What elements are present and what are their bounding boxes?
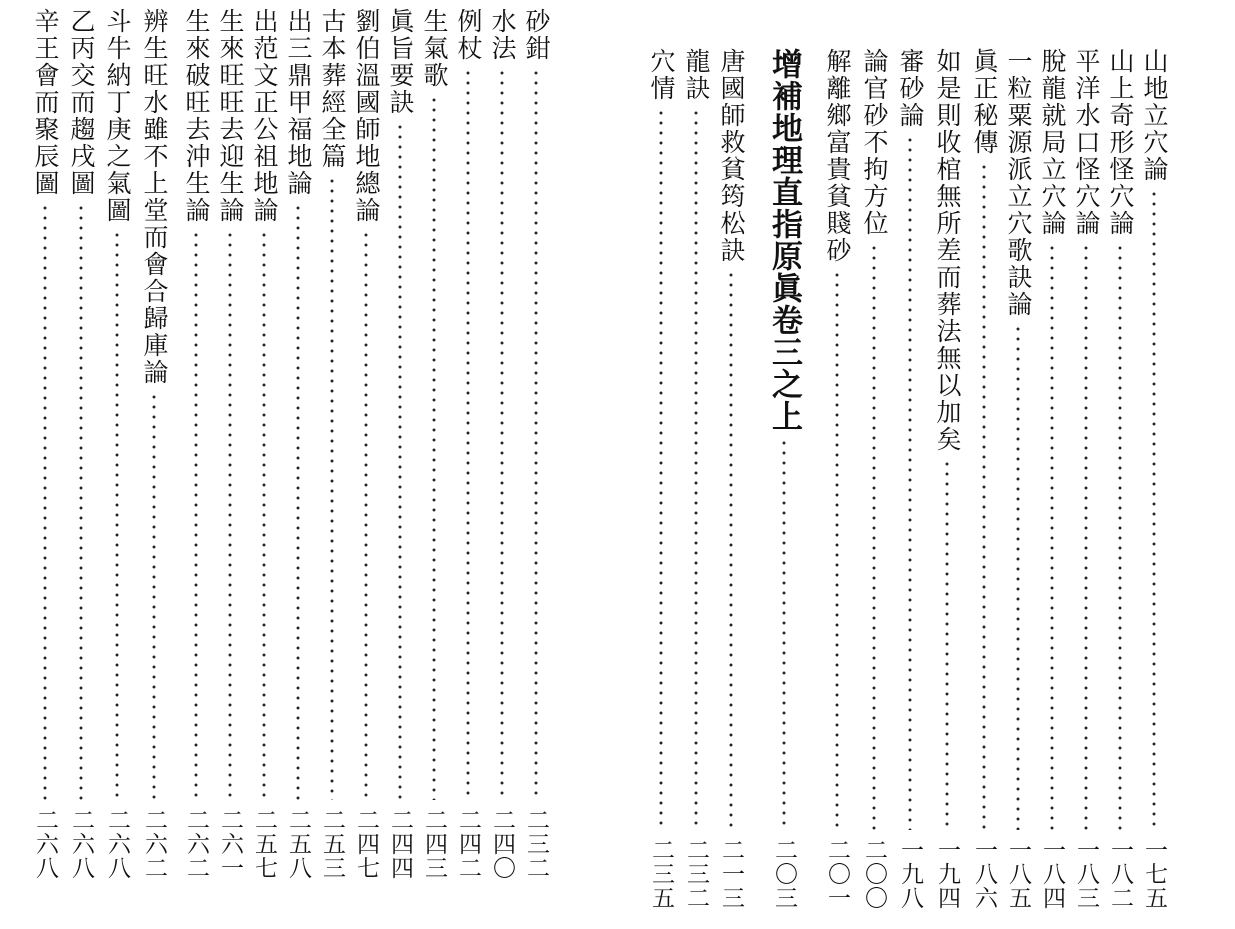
entry-title: 穴情: [647, 48, 676, 102]
dot-leader: [908, 135, 912, 830]
toc-entry: [1103, 48, 1137, 910]
dot-leader: [1016, 324, 1020, 830]
entry-title: 唐國師救貧筠松訣: [717, 48, 746, 264]
left-page: [0, 0, 600, 929]
right-page: [610, 0, 1235, 929]
dot-leader: [432, 95, 436, 800]
entry-page-number: 一八六: [971, 838, 997, 910]
entry-page-number: 二三五: [648, 838, 674, 910]
dot-leader: [729, 270, 733, 830]
dot-leader: [782, 438, 786, 830]
entry-page-number: 二五八: [285, 808, 311, 880]
volume-heading-title: 增補地理直指原眞卷三之上: [766, 48, 802, 432]
entry-title: 審砂論: [896, 48, 925, 129]
entry-page-number: 二四三: [421, 808, 447, 880]
entry-page-number: 二六二: [183, 808, 209, 880]
dot-leader: [152, 392, 156, 800]
toc-entry: [247, 8, 281, 880]
toc-entry: [714, 48, 748, 910]
dot-leader: [694, 108, 698, 830]
entry-page-number: 二六二: [141, 808, 167, 880]
toc-entry: [28, 8, 62, 880]
entry-title: 龍訣: [682, 48, 711, 102]
dot-leader: [1118, 243, 1122, 830]
entry-title: 山地立穴論: [1140, 48, 1169, 183]
entry-title: 出三鼎甲福地論: [284, 8, 313, 197]
toc-entry: [179, 8, 213, 880]
toc-entry: [1137, 48, 1171, 910]
toc-entry: [820, 48, 854, 910]
toc-entry: [519, 8, 553, 880]
toc-entry: [1001, 48, 1035, 910]
entry-page-number: 二三二: [523, 808, 549, 880]
toc-entry: [137, 8, 171, 880]
toc-entry: [893, 48, 927, 910]
toc-entry: [644, 48, 678, 910]
entry-page-number: 二五三: [319, 808, 345, 880]
dot-leader: [228, 230, 232, 800]
dot-leader: [872, 243, 876, 830]
entry-title: 平洋水口怪穴論: [1072, 48, 1101, 237]
entry-page-number: 二五七: [251, 808, 277, 880]
entry-title: 乙丙交而趨戌圖: [67, 8, 96, 197]
toc-entry: [967, 48, 1001, 910]
entry-title: 劉伯溫國師地總論: [352, 8, 381, 224]
entry-page-number: 二六八: [68, 808, 94, 880]
entry-title: 如是則收棺無所差而葬法無以加矣: [933, 48, 962, 453]
dot-leader: [330, 176, 334, 800]
dot-leader: [466, 68, 470, 800]
entry-page-number: 二一三: [718, 838, 744, 910]
entry-title: 脫龍就局立穴論: [1038, 48, 1067, 237]
entry-page-number: 一七五: [1141, 838, 1167, 910]
dot-leader: [1050, 243, 1054, 830]
entry-page-number: 二六八: [32, 808, 58, 880]
entry-page-number: 一九八: [897, 838, 923, 910]
dot-leader: [982, 162, 986, 830]
entry-title: 生來破旺去沖生論: [182, 8, 211, 224]
entry-title: 辛王會而聚辰圖: [31, 8, 60, 197]
entry-page-number: 一八四: [1039, 838, 1065, 910]
entry-title: 解離鄉富貴貧賤砂: [823, 48, 852, 264]
toc-entry: [349, 8, 383, 880]
entry-page-number: 一八五: [1005, 838, 1031, 910]
entry-title: 山上奇形怪穴論: [1106, 48, 1135, 237]
dot-leader: [115, 230, 119, 800]
entry-page-number: 二四二: [455, 808, 481, 880]
toc-entry: [315, 8, 349, 880]
dot-leader: [43, 203, 47, 800]
entry-title: 論官砂不拘方位: [860, 48, 889, 237]
dot-leader: [398, 122, 402, 800]
entry-title: 古本葬經全篇: [318, 8, 347, 170]
toc-entry: [451, 8, 485, 880]
toc-entry: [64, 8, 98, 880]
toc-entry: [485, 8, 519, 880]
dot-leader: [659, 108, 663, 830]
entry-title: 斗牛納丁庚之氣圖: [103, 8, 132, 224]
volume-heading: [767, 48, 801, 910]
toc-entry: [1035, 48, 1069, 910]
dot-leader: [500, 68, 504, 800]
entry-page-number: 二六八: [104, 808, 130, 880]
entry-page-number: 二六一: [217, 808, 243, 880]
toc-entry: [213, 8, 247, 880]
entry-page-number: 一八二: [1107, 838, 1133, 910]
toc-entry: [383, 8, 417, 880]
toc-entry: [100, 8, 134, 880]
entry-title: 砂鉗: [522, 8, 551, 62]
dot-leader: [79, 203, 83, 800]
entry-page-number: 一八三: [1073, 838, 1099, 910]
toc-entry: [417, 8, 451, 880]
entry-title: 一粒粟源派立穴歌訣論: [1004, 48, 1033, 318]
entry-page-number: 一九四: [934, 838, 960, 910]
entry-title: 眞旨要訣: [386, 8, 415, 116]
entry-title: 辨生旺水雖不上堂而會合歸庫論: [140, 8, 169, 386]
entry-title: 生氣歌: [420, 8, 449, 89]
dot-leader: [1084, 243, 1088, 830]
toc-entry: [281, 8, 315, 880]
dot-leader: [534, 68, 538, 800]
toc-entry: [679, 48, 713, 910]
dot-leader: [835, 270, 839, 830]
entry-page-number: 二〇〇: [861, 838, 887, 910]
entry-page-number: 二〇三: [771, 838, 797, 910]
entry-title: 例杖: [454, 8, 483, 62]
dot-leader: [1152, 189, 1156, 830]
entry-page-number: 二〇一: [824, 838, 850, 910]
entry-title: 生來旺旺去迎生論: [216, 8, 245, 224]
toc-entry: [930, 48, 964, 910]
entry-title: 出范文正公祖地論: [250, 8, 279, 224]
toc-entry: [1069, 48, 1103, 910]
dot-leader: [194, 230, 198, 800]
toc-entry: [857, 48, 891, 910]
dot-leader: [262, 230, 266, 800]
dot-leader: [364, 230, 368, 800]
entry-page-number: 二四〇: [489, 808, 515, 880]
entry-page-number: 二四四: [387, 808, 413, 880]
entry-page-number: 二三二: [683, 838, 709, 910]
entry-page-number: 二四七: [353, 808, 379, 880]
dot-leader: [296, 203, 300, 800]
entry-title: 眞正秘傳: [970, 48, 999, 156]
dot-leader: [945, 459, 949, 830]
entry-title: 水法: [488, 8, 517, 62]
